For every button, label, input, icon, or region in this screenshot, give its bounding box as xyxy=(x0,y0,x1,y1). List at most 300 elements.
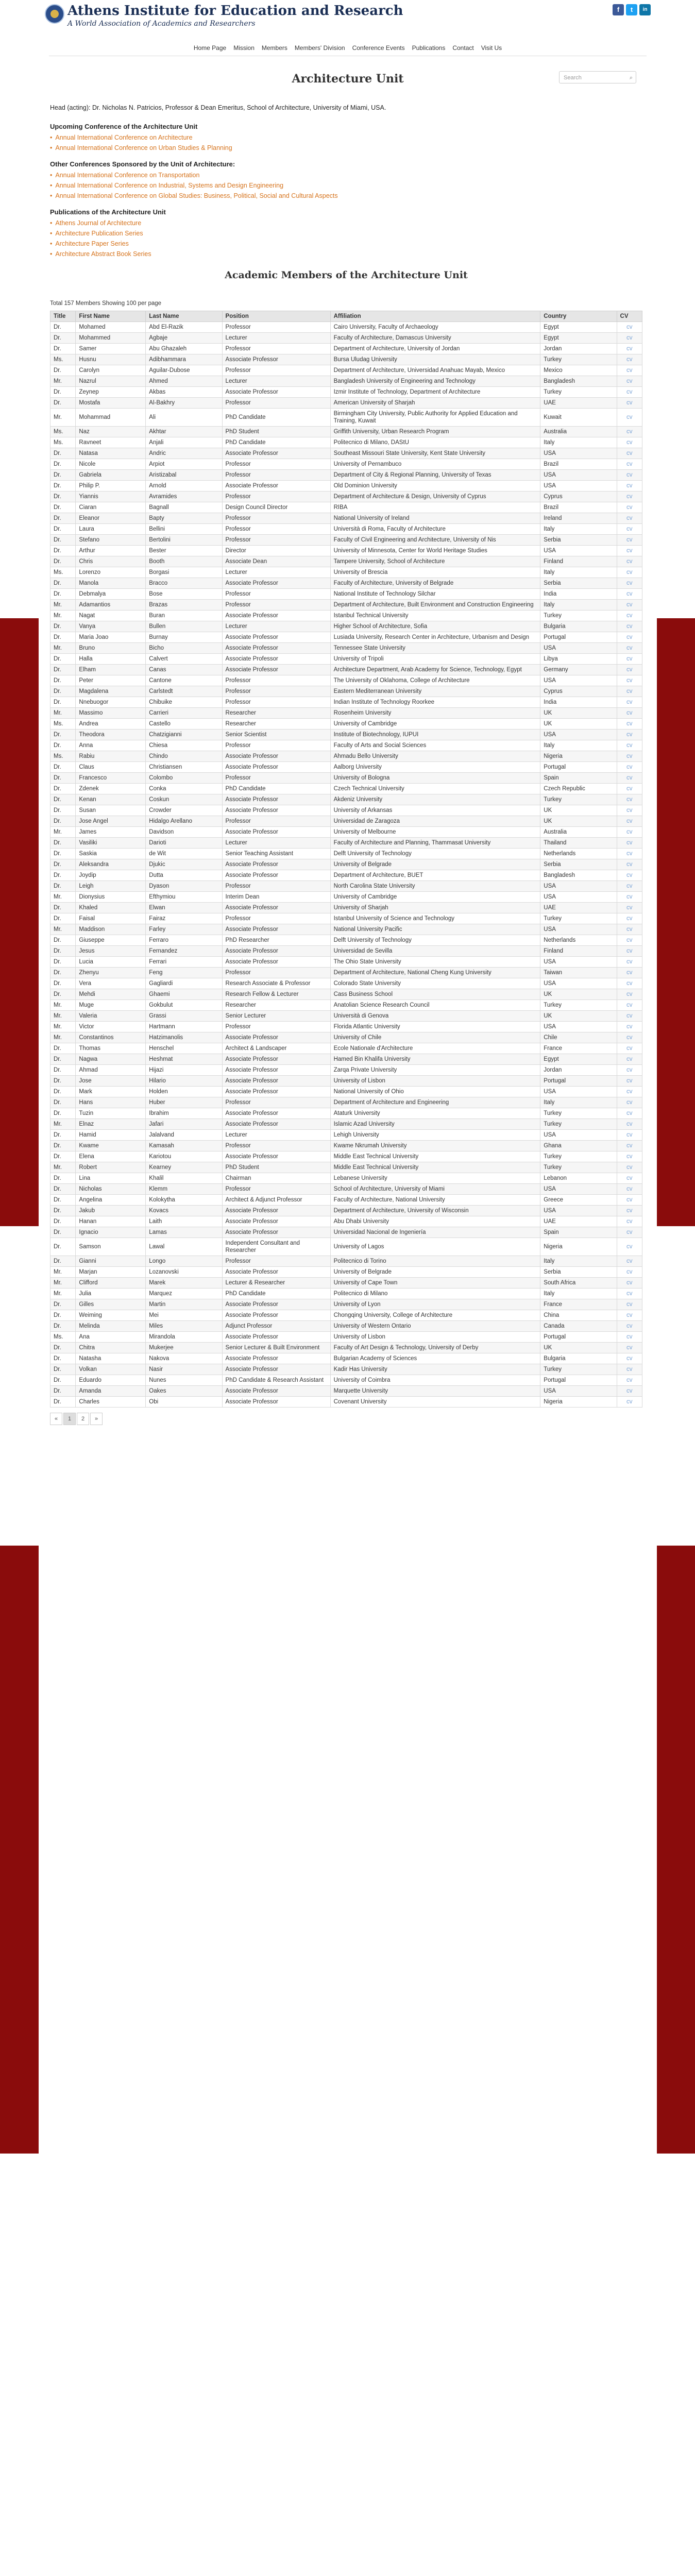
nav-publications[interactable]: Publications xyxy=(412,44,446,52)
cv-link[interactable]: cv xyxy=(626,548,633,554)
member-title: Dr. xyxy=(50,578,76,589)
member-first-name: Mohamed xyxy=(76,322,146,333)
cv-cell xyxy=(617,1343,642,1353)
cv-link[interactable]: cv xyxy=(626,1218,633,1225)
cv-cell xyxy=(617,989,642,1000)
member-last-name: Kearney xyxy=(146,1162,222,1173)
cv-cell xyxy=(617,805,642,816)
member-affiliation: University of Minnesota, Center for World Heritage Studies xyxy=(330,546,540,556)
nav-visit-us[interactable]: Visit Us xyxy=(481,44,502,52)
cv-link[interactable]: cv xyxy=(626,829,633,835)
cv-link[interactable]: cv xyxy=(626,894,633,900)
table-row xyxy=(50,376,642,387)
cv-link[interactable]: cv xyxy=(626,937,633,943)
pager-page[interactable]: 2 xyxy=(77,1413,89,1425)
cv-link[interactable]: cv xyxy=(626,732,633,738)
cv-link[interactable]: cv xyxy=(626,569,633,575)
cv-cell xyxy=(617,1238,642,1256)
member-position: Associate Professor xyxy=(222,1151,330,1162)
member-title: Dr. xyxy=(50,665,76,675)
cv-link[interactable]: cv xyxy=(626,1143,633,1149)
member-last-name: Fairaz xyxy=(146,913,222,924)
site-title[interactable]: Athens Institute for Education and Research xyxy=(67,3,403,19)
cv-link[interactable]: cv xyxy=(626,1229,633,1235)
member-last-name: Ahmed xyxy=(146,376,222,387)
cv-link[interactable]: cv xyxy=(626,959,633,965)
column-header[interactable]: First Name xyxy=(76,311,146,322)
member-position: Associate Dean xyxy=(222,556,330,567)
member-title: Mr. xyxy=(50,1289,76,1299)
nav-contact[interactable]: Contact xyxy=(452,44,474,52)
member-affiliation: Lehigh University xyxy=(330,1130,540,1141)
cv-link[interactable]: cv xyxy=(626,1164,633,1171)
cv-cell xyxy=(617,513,642,524)
table-row xyxy=(50,387,642,398)
table-row xyxy=(50,1321,642,1332)
member-country: Egypt xyxy=(540,1054,617,1065)
member-title: Mr. xyxy=(50,1011,76,1022)
cv-link[interactable]: cv xyxy=(626,786,633,792)
member-last-name: Lamas xyxy=(146,1227,222,1238)
member-last-name: Mukerjee xyxy=(146,1343,222,1353)
member-country: USA xyxy=(540,1386,617,1397)
cv-link[interactable]: cv xyxy=(626,357,633,363)
member-title: Dr. xyxy=(50,481,76,492)
member-country: Greece xyxy=(540,1195,617,1206)
table-row xyxy=(50,333,642,344)
publication-link[interactable]: • Athens Journal of Architecture xyxy=(50,218,642,228)
member-country: USA xyxy=(540,881,617,892)
member-first-name: Nagat xyxy=(76,611,146,621)
cv-link[interactable]: cv xyxy=(626,1355,633,1362)
member-affiliation: Faculty of Art Design & Technology, University of Derby xyxy=(330,1343,540,1353)
cv-link[interactable]: cv xyxy=(626,645,633,651)
member-last-name: Agbaje xyxy=(146,333,222,344)
cv-link[interactable]: cv xyxy=(626,872,633,878)
search-input[interactable] xyxy=(559,71,636,83)
table-row xyxy=(50,1310,642,1321)
member-title: Dr. xyxy=(50,556,76,567)
cv-cell xyxy=(617,448,642,459)
cv-link[interactable]: cv xyxy=(626,742,633,749)
pager-prev[interactable]: « xyxy=(50,1413,62,1425)
member-position: Director xyxy=(222,546,330,556)
member-country: Ghana xyxy=(540,1141,617,1151)
cv-cell xyxy=(617,546,642,556)
cv-link[interactable]: cv xyxy=(626,400,633,406)
member-country: Turkey xyxy=(540,794,617,805)
member-title: Dr. xyxy=(50,1151,76,1162)
cv-link[interactable]: cv xyxy=(626,764,633,770)
cv-link[interactable]: cv xyxy=(626,905,633,911)
member-country: Turkey xyxy=(540,913,617,924)
cv-link[interactable]: cv xyxy=(626,591,633,597)
members-total: Total 157 Members Showing 100 per page xyxy=(50,300,162,307)
table-row xyxy=(50,903,642,913)
cv-link[interactable]: cv xyxy=(626,656,633,662)
member-title: Ms. xyxy=(50,427,76,437)
cv-link[interactable]: cv xyxy=(626,613,633,619)
cv-link[interactable]: cv xyxy=(626,948,633,954)
nav-members[interactable]: Members xyxy=(261,44,287,52)
cv-link[interactable]: cv xyxy=(626,494,633,500)
member-last-name: Hatzimanolis xyxy=(146,1032,222,1043)
table-row xyxy=(50,492,642,502)
member-last-name: Colombo xyxy=(146,773,222,784)
member-title: Dr. xyxy=(50,1087,76,1097)
member-last-name: Andric xyxy=(146,448,222,459)
cv-link[interactable]: cv xyxy=(626,1301,633,1308)
member-first-name: Anna xyxy=(76,740,146,751)
cv-cell xyxy=(617,913,642,924)
member-country: Spain xyxy=(540,1227,617,1238)
cv-link[interactable]: cv xyxy=(626,1366,633,1372)
member-position: Professor xyxy=(222,492,330,502)
publication-link[interactable]: • Architecture Abstract Book Series xyxy=(50,249,642,259)
member-affiliation: Università di Roma, Faculty of Architecture xyxy=(330,524,540,535)
conference-link[interactable]: • Annual International Conference on Global Studies: Business, Political, Social and Cultural Aspects xyxy=(50,191,642,201)
member-country: UK xyxy=(540,989,617,1000)
cv-link[interactable]: cv xyxy=(626,367,633,374)
cv-link[interactable]: cv xyxy=(626,1132,633,1138)
member-position: Professor xyxy=(222,459,330,470)
cv-link[interactable]: cv xyxy=(626,667,633,673)
member-last-name: Darioti xyxy=(146,838,222,849)
cv-link[interactable]: cv xyxy=(626,515,633,521)
cv-link[interactable]: cv xyxy=(626,439,633,446)
member-first-name: Nagwa xyxy=(76,1054,146,1065)
member-title: Mr. xyxy=(50,643,76,654)
cv-link[interactable]: cv xyxy=(626,699,633,705)
member-affiliation: Akdeniz University xyxy=(330,794,540,805)
nav-conference-events[interactable]: Conference Events xyxy=(352,44,405,52)
cv-link[interactable]: cv xyxy=(626,775,633,781)
table-row xyxy=(50,675,642,686)
table-row xyxy=(50,1332,642,1343)
member-first-name: Mohammad xyxy=(76,409,146,427)
member-title: Dr. xyxy=(50,978,76,989)
cv-link[interactable]: cv xyxy=(626,346,633,352)
cv-link[interactable]: cv xyxy=(626,916,633,922)
member-last-name: Fernandez xyxy=(146,946,222,957)
member-last-name: Ferrari xyxy=(146,957,222,968)
member-affiliation: Bangladesh University of Engineering and Technology xyxy=(330,376,540,387)
member-position: Independent Consultant and Researcher xyxy=(222,1238,330,1256)
nav-mission[interactable]: Mission xyxy=(233,44,255,52)
member-position: Lecturer xyxy=(222,567,330,578)
cv-link[interactable]: cv xyxy=(626,1377,633,1383)
table-row xyxy=(50,1054,642,1065)
cv-cell xyxy=(617,1289,642,1299)
table-row xyxy=(50,913,642,924)
table-row xyxy=(50,978,642,989)
cv-link[interactable]: cv xyxy=(626,840,633,846)
column-header[interactable]: Last Name xyxy=(146,311,222,322)
member-last-name: Anjali xyxy=(146,437,222,448)
cv-link[interactable]: cv xyxy=(626,472,633,478)
member-position: Associate Professor xyxy=(222,1108,330,1119)
member-country: Egypt xyxy=(540,322,617,333)
member-position: Associate Professor xyxy=(222,1076,330,1087)
column-header[interactable]: Title xyxy=(50,311,76,322)
conference-link[interactable]: • Annual International Conference on Architecture xyxy=(50,132,642,143)
member-last-name: Booth xyxy=(146,556,222,567)
cv-link[interactable]: cv xyxy=(626,980,633,987)
cv-link[interactable]: cv xyxy=(626,1280,633,1286)
table-row xyxy=(50,1011,642,1022)
cv-link[interactable]: cv xyxy=(626,710,633,716)
member-affiliation: Islamic Azad University xyxy=(330,1119,540,1130)
member-affiliation: Tampere University, School of Architecture xyxy=(330,556,540,567)
member-last-name: Longo xyxy=(146,1256,222,1267)
cv-link[interactable]: cv xyxy=(626,634,633,640)
member-title: Dr. xyxy=(50,1141,76,1151)
cv-link[interactable]: cv xyxy=(626,1110,633,1116)
table-row xyxy=(50,697,642,708)
member-last-name: Borgasi xyxy=(146,567,222,578)
column-header[interactable]: Country xyxy=(540,311,617,322)
cv-link[interactable]: cv xyxy=(626,1045,633,1052)
member-country: Portugal xyxy=(540,1375,617,1386)
member-country: Canada xyxy=(540,1321,617,1332)
member-affiliation: Department of Architecture, National Cheng Kung University xyxy=(330,968,540,978)
member-position: Associate Professor xyxy=(222,751,330,762)
member-country: UK xyxy=(540,1343,617,1353)
cv-link[interactable]: cv xyxy=(626,602,633,608)
table-row xyxy=(50,1195,642,1206)
member-title: Dr. xyxy=(50,1386,76,1397)
conference-link[interactable]: • Annual International Conference on Industrial, Systems and Design Engineering xyxy=(50,180,642,191)
cv-link[interactable]: cv xyxy=(626,796,633,803)
link-list xyxy=(50,218,642,259)
table-row xyxy=(50,773,642,784)
cv-link[interactable]: cv xyxy=(626,324,633,330)
publication-link[interactable]: • Architecture Paper Series xyxy=(50,239,642,249)
pager-page[interactable]: 1 xyxy=(63,1413,76,1425)
member-affiliation: Universidad de Zaragoza xyxy=(330,816,540,827)
cv-link[interactable]: cv xyxy=(626,461,633,467)
member-last-name: Al-Bakhry xyxy=(146,398,222,409)
member-country: Australia xyxy=(540,827,617,838)
cv-link[interactable]: cv xyxy=(626,1291,633,1297)
cv-link[interactable]: cv xyxy=(626,753,633,759)
member-first-name: Vasiliki xyxy=(76,838,146,849)
table-row xyxy=(50,805,642,816)
member-last-name: Gagliardi xyxy=(146,978,222,989)
member-affiliation: Marquette University xyxy=(330,1386,540,1397)
member-title: Ms. xyxy=(50,437,76,448)
cv-link[interactable]: cv xyxy=(626,861,633,868)
member-first-name: Ana xyxy=(76,1332,146,1343)
nav-members-division[interactable]: Members' Division xyxy=(294,44,345,52)
member-title: Mr. xyxy=(50,1267,76,1278)
cv-link[interactable]: cv xyxy=(626,526,633,532)
search-icon[interactable]: ⌕ xyxy=(629,75,633,81)
cv-link[interactable]: cv xyxy=(626,677,633,684)
table-row xyxy=(50,643,642,654)
cv-link[interactable]: cv xyxy=(626,1035,633,1041)
table-row xyxy=(50,1076,642,1087)
member-position: Associate Professor xyxy=(222,1119,330,1130)
member-country: Turkey xyxy=(540,387,617,398)
cv-link[interactable]: cv xyxy=(626,1002,633,1008)
cv-link[interactable]: cv xyxy=(626,818,633,824)
member-affiliation: University of Cambridge xyxy=(330,892,540,903)
cv-link[interactable]: cv xyxy=(626,1154,633,1160)
member-country: USA xyxy=(540,643,617,654)
publication-link[interactable]: • Architecture Publication Series xyxy=(50,228,642,239)
cv-link[interactable]: cv xyxy=(626,991,633,997)
member-affiliation: Faculty of Arts and Social Sciences xyxy=(330,740,540,751)
cv-link[interactable]: cv xyxy=(626,558,633,565)
table-row xyxy=(50,427,642,437)
cv-link[interactable]: cv xyxy=(626,1121,633,1127)
member-affiliation: National University of Ohio xyxy=(330,1087,540,1097)
cv-link[interactable]: cv xyxy=(626,623,633,630)
member-first-name: Constantinos xyxy=(76,1032,146,1043)
member-last-name: Aristizabal xyxy=(146,470,222,481)
member-country: Italy xyxy=(540,437,617,448)
member-position: Associate Professor xyxy=(222,1353,330,1364)
member-position: Interim Dean xyxy=(222,892,330,903)
member-title: Dr. xyxy=(50,1108,76,1119)
column-header[interactable]: Position xyxy=(222,311,330,322)
facebook-icon[interactable]: f xyxy=(613,4,624,15)
cv-link[interactable]: cv xyxy=(626,807,633,814)
linkedin-icon[interactable]: in xyxy=(639,4,651,15)
cv-link[interactable]: cv xyxy=(626,1399,633,1405)
cv-cell xyxy=(617,730,642,740)
cv-link[interactable]: cv xyxy=(626,1388,633,1394)
member-country: Cyprus xyxy=(540,492,617,502)
member-title: Dr. xyxy=(50,946,76,957)
member-last-name: Calvert xyxy=(146,654,222,665)
member-title: Mr. xyxy=(50,924,76,935)
cv-link[interactable]: cv xyxy=(626,1186,633,1192)
cv-cell xyxy=(617,773,642,784)
cv-link[interactable]: cv xyxy=(626,1269,633,1275)
member-title: Dr. xyxy=(50,881,76,892)
table-row xyxy=(50,686,642,697)
member-affiliation: University of Lagos xyxy=(330,1238,540,1256)
cv-link[interactable]: cv xyxy=(626,1334,633,1340)
cv-link[interactable]: cv xyxy=(626,1312,633,1318)
member-affiliation: Cairo University, Faculty of Archaeology xyxy=(330,322,540,333)
table-row xyxy=(50,1206,642,1216)
cv-link[interactable]: cv xyxy=(626,1258,633,1264)
cv-link[interactable]: cv xyxy=(626,537,633,543)
institute-logo[interactable] xyxy=(45,4,64,24)
member-country: Italy xyxy=(540,1256,617,1267)
cv-link[interactable]: cv xyxy=(626,883,633,889)
cv-cell xyxy=(617,524,642,535)
cv-link[interactable]: cv xyxy=(626,450,633,456)
nav-home[interactable]: Home Page xyxy=(193,44,227,52)
cv-link[interactable]: cv xyxy=(626,504,633,511)
member-position: Chairman xyxy=(222,1173,330,1184)
cv-cell xyxy=(617,816,642,827)
cv-link[interactable]: cv xyxy=(626,1175,633,1181)
cv-link[interactable]: cv xyxy=(626,580,633,586)
cv-link[interactable]: cv xyxy=(626,378,633,384)
member-title: Ms. xyxy=(50,567,76,578)
cv-link[interactable]: cv xyxy=(626,851,633,857)
table-row xyxy=(50,708,642,719)
member-affiliation: Department of Architecture & Design, University of Cyprus xyxy=(330,492,540,502)
member-first-name: Samson xyxy=(76,1238,146,1256)
member-country: South Africa xyxy=(540,1278,617,1289)
member-country: Thailand xyxy=(540,838,617,849)
pager-next[interactable]: » xyxy=(90,1413,103,1425)
conference-link[interactable]: • Annual International Conference on Transportation xyxy=(50,170,642,180)
cv-cell xyxy=(617,935,642,946)
member-position: Professor xyxy=(222,1256,330,1267)
cv-link[interactable]: cv xyxy=(626,1089,633,1095)
member-first-name: Joydip xyxy=(76,870,146,881)
member-position: Associate Professor xyxy=(222,794,330,805)
member-last-name: Ali xyxy=(146,409,222,427)
member-position: Professor xyxy=(222,1097,330,1108)
cv-cell xyxy=(617,794,642,805)
member-first-name: Marjan xyxy=(76,1267,146,1278)
member-title: Dr. xyxy=(50,1184,76,1195)
member-country: USA xyxy=(540,481,617,492)
cv-link[interactable]: cv xyxy=(626,688,633,694)
cv-link[interactable]: cv xyxy=(626,1208,633,1214)
cv-link[interactable]: cv xyxy=(626,483,633,489)
cv-link[interactable]: cv xyxy=(626,1078,633,1084)
cv-link[interactable]: cv xyxy=(626,1013,633,1019)
column-header[interactable]: CV xyxy=(617,311,642,322)
cv-link[interactable]: cv xyxy=(626,1323,633,1329)
cv-link[interactable]: cv xyxy=(626,926,633,933)
cv-link[interactable]: cv xyxy=(626,414,633,420)
member-last-name: Arnold xyxy=(146,481,222,492)
cv-link[interactable]: cv xyxy=(626,1345,633,1351)
member-country: Turkey xyxy=(540,611,617,621)
conference-link[interactable]: • Annual International Conference on Urban Studies & Planning xyxy=(50,143,642,153)
cv-link[interactable]: cv xyxy=(626,429,633,435)
member-affiliation: Lusiada University, Research Center in Architecture, Urbanism and Design xyxy=(330,632,540,643)
member-first-name: Adamantios xyxy=(76,600,146,611)
cv-link[interactable]: cv xyxy=(626,335,633,341)
cv-link[interactable]: cv xyxy=(626,389,633,395)
cv-link[interactable]: cv xyxy=(626,1244,633,1250)
cv-cell xyxy=(617,578,642,589)
cv-link[interactable]: cv xyxy=(626,1056,633,1062)
member-title: Dr. xyxy=(50,1238,76,1256)
cv-link[interactable]: cv xyxy=(626,1099,633,1106)
cv-cell xyxy=(617,1108,642,1119)
cv-link[interactable]: cv xyxy=(626,1024,633,1030)
column-header[interactable]: Affiliation xyxy=(330,311,540,322)
member-first-name: Jesus xyxy=(76,946,146,957)
member-affiliation: Department of Architecture, University of Wisconsin xyxy=(330,1206,540,1216)
cv-link[interactable]: cv xyxy=(626,1197,633,1203)
cv-link[interactable]: cv xyxy=(626,1067,633,1073)
member-first-name: Chitra xyxy=(76,1343,146,1353)
cv-link[interactable]: cv xyxy=(626,721,633,727)
cv-link[interactable]: cv xyxy=(626,970,633,976)
member-title: Dr. xyxy=(50,459,76,470)
member-affiliation: Bulgarian Academy of Sciences xyxy=(330,1353,540,1364)
member-affiliation: Faculty of Architecture, National University xyxy=(330,1195,540,1206)
member-position: Associate Professor xyxy=(222,859,330,870)
member-position: Senior Scientist xyxy=(222,730,330,740)
twitter-icon[interactable]: t xyxy=(626,4,637,15)
member-affiliation: University of Coimbra xyxy=(330,1375,540,1386)
member-affiliation: University of Western Ontario xyxy=(330,1321,540,1332)
